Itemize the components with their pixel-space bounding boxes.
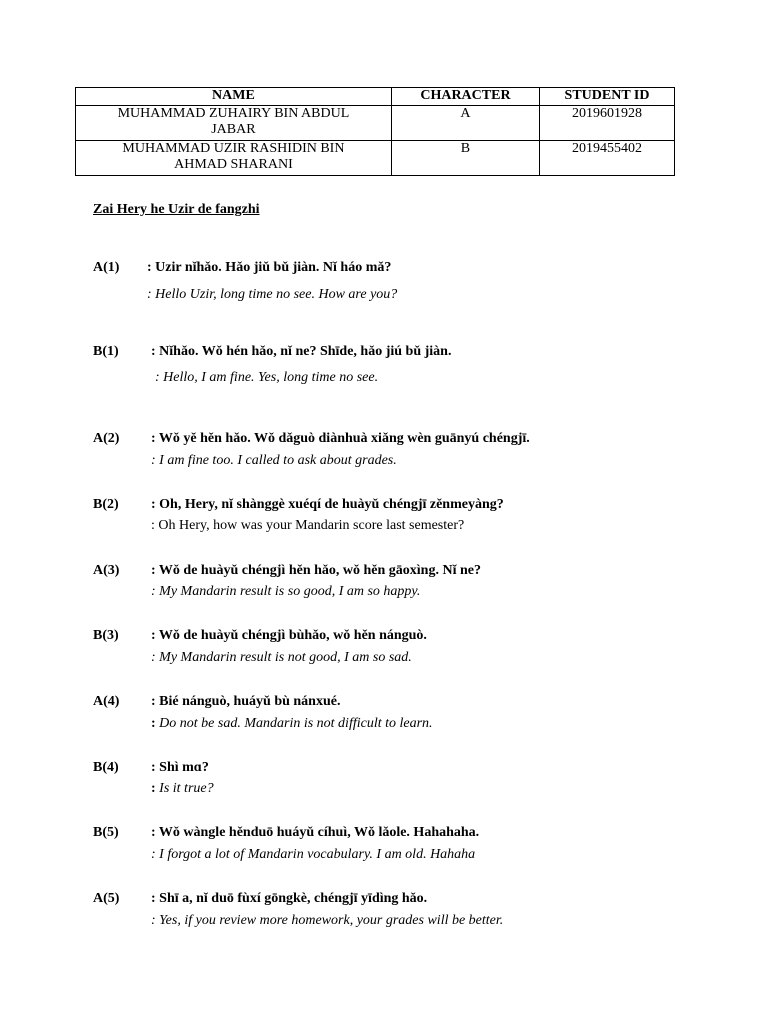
cell-student-id: 2019455402 <box>540 141 675 176</box>
table-header-row <box>76 88 675 106</box>
cell-student-id: 2019601928 <box>540 106 675 141</box>
cell-character: B <box>391 141 539 176</box>
translation-colon: : <box>151 781 156 796</box>
translation-text: Is it true? <box>155 781 214 796</box>
pinyin-line: : Wǒ de huàyǔ chéngjì bùhǎo, wǒ hěn nánguò. <box>151 628 427 643</box>
translation-line: : I am fine too. I called to ask about grades. <box>151 453 397 468</box>
pinyin-line: : Wǒ yě hěn hǎo. Wǒ dǎguò diànhuà xiǎng wèn guānyú chéngjī. <box>151 431 530 446</box>
header-student-id: STUDENT ID <box>540 88 675 106</box>
translation-line: : I forgot a lot of Mandarin vocabulary. I am old. Hahaha <box>151 847 476 862</box>
translation-line <box>151 780 214 797</box>
table-row <box>76 141 675 176</box>
pinyin-line: : Wǒ de huàyǔ chéngjì hěn hǎo, wǒ hěn gāoxìng. Nǐ ne? <box>151 563 481 578</box>
speaker-label: B(2) <box>93 497 119 512</box>
dialogue-heading: Zai Hery he Uzir de fangzhi <box>93 202 260 217</box>
speaker-label: B(4) <box>93 760 119 775</box>
cell-name <box>76 141 392 176</box>
table-row <box>76 106 675 141</box>
translation-line: : Hello Uzir, long time no see. How are you? <box>147 287 398 302</box>
name-line-2: JABAR <box>211 122 256 137</box>
translation-line: : Oh Hery, how was your Mandarin score last semester? <box>151 518 465 533</box>
speaker-label: A(5) <box>93 891 120 906</box>
pinyin-line: : Bié nánguò, huáyǔ bù nánxué. <box>151 694 341 709</box>
pinyin-line: : Shī a, nǐ duō fùxí gōngkè, chéngjī yīdìng hǎo. <box>151 891 428 906</box>
name-line-1: MUHAMMAD ZUHAIRY BIN ABDUL <box>117 106 350 121</box>
pinyin-line: : Nǐhǎo. Wǒ hén hǎo, nǐ ne? Shīde, hǎo jiú bǔ jiàn. <box>151 344 452 359</box>
name-line-2: AHMAD SHARANI <box>174 157 293 172</box>
header-name: NAME <box>76 88 392 106</box>
speaker-label: B(1) <box>93 344 119 359</box>
translation-line: : Hello, I am fine. Yes, long time no see. <box>155 370 379 385</box>
pinyin-line: : Uzir nǐhǎo. Hǎo jiǔ bǔ jiàn. Nǐ háo mǎ? <box>147 260 392 275</box>
speaker-label: A(1) <box>93 260 120 275</box>
student-table <box>75 87 675 176</box>
speaker-label: A(2) <box>93 431 120 446</box>
name-line-1: MUHAMMAD UZIR RASHIDIN BIN <box>122 141 345 156</box>
speaker-label: B(5) <box>93 825 119 840</box>
header-character: CHARACTER <box>391 88 539 106</box>
translation-text: Do not be sad. Mandarin is not difficult to learn. <box>155 716 433 731</box>
pinyin-line: : Wǒ wàngle hěnduō huáyǔ cíhuì, Wǒ lǎole. Hahahaha. <box>151 825 480 840</box>
speaker-label: A(3) <box>93 563 120 578</box>
translation-colon: : <box>151 716 156 731</box>
translation-line: : Yes, if you review more homework, your grades will be better. <box>151 913 504 928</box>
cell-character: A <box>391 106 539 141</box>
translation-line: : My Mandarin result is so good, I am so happy. <box>151 584 421 599</box>
cell-name <box>76 106 392 141</box>
translation-line <box>151 715 433 732</box>
speaker-label: A(4) <box>93 694 120 709</box>
pinyin-line: : Oh, Hery, nǐ shànggè xuéqí de huàyǔ chéngjī zěnmeyàng? <box>151 497 504 512</box>
pinyin-line: : Shì mɑ? <box>151 760 209 775</box>
speaker-label: B(3) <box>93 628 119 643</box>
translation-line: : My Mandarin result is not good, I am so sad. <box>151 650 412 665</box>
